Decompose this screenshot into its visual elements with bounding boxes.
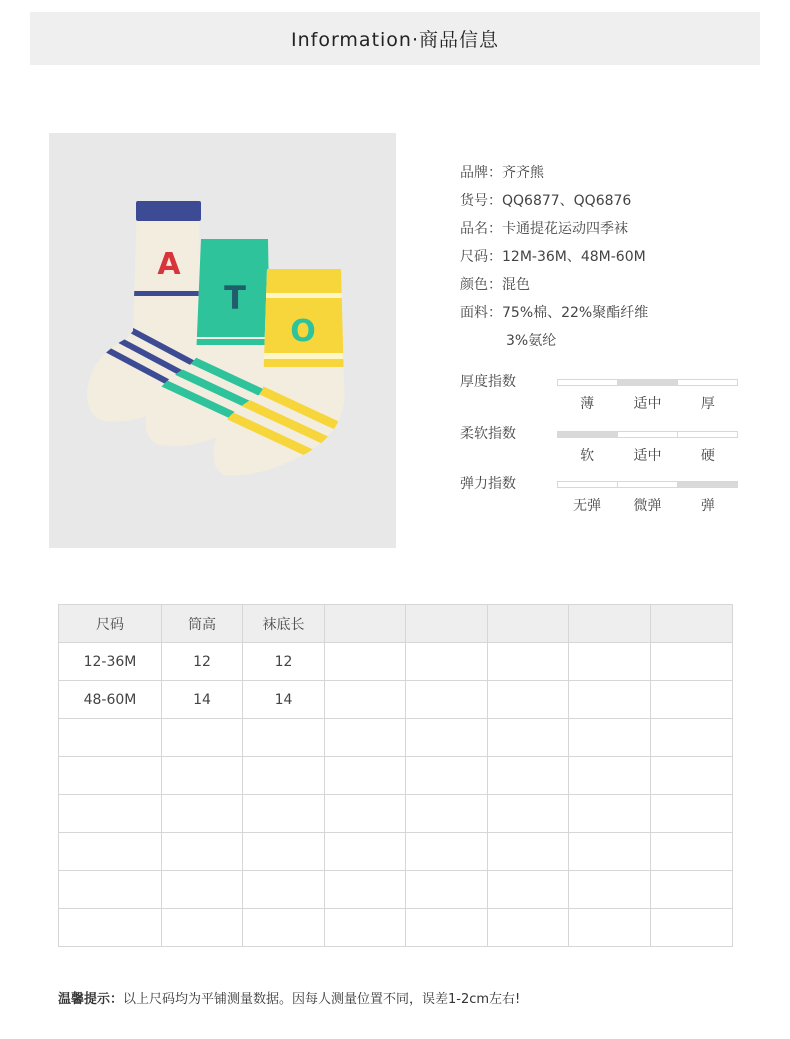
table-row xyxy=(59,719,733,757)
table-row xyxy=(59,795,733,833)
index-tick: 微弹 xyxy=(633,498,662,514)
table-cell xyxy=(488,795,569,833)
table-cell xyxy=(325,757,406,795)
table-cell xyxy=(488,757,569,795)
table-cell: 14 xyxy=(243,681,325,719)
table-cell xyxy=(162,833,243,871)
thickness-index xyxy=(460,371,760,411)
table-cell xyxy=(162,871,243,909)
table-cell xyxy=(651,795,733,833)
table-row xyxy=(59,909,733,947)
table-row xyxy=(59,643,733,681)
size-table xyxy=(58,604,733,947)
tip-text: 以上尺码均为平铺测量数据。因每人测量位置不同，误差1-2cm左右! xyxy=(123,992,521,1007)
table-cell xyxy=(569,795,651,833)
table-cell xyxy=(162,757,243,795)
table-cell xyxy=(243,719,325,757)
table-cell xyxy=(569,909,651,947)
table-cell xyxy=(325,681,406,719)
table-cell xyxy=(325,871,406,909)
table-cell xyxy=(569,681,651,719)
size-tip xyxy=(58,988,520,1007)
table-cell xyxy=(488,871,569,909)
table-cell xyxy=(651,757,733,795)
table-cell xyxy=(59,833,162,871)
table-cell xyxy=(162,795,243,833)
info-row-size: 尺码：12M-36M、48M-60M xyxy=(460,249,646,265)
index-track xyxy=(557,431,738,438)
header-bar xyxy=(30,12,760,65)
table-cell xyxy=(569,605,651,643)
table-cell xyxy=(406,719,488,757)
table-cell xyxy=(569,719,651,757)
table-cell xyxy=(243,909,325,947)
table-cell xyxy=(406,757,488,795)
info-row-fabric: 面料：75%棉、22%聚酯纤维 xyxy=(460,305,649,321)
table-cell xyxy=(59,871,162,909)
table-cell xyxy=(569,871,651,909)
table-header-row xyxy=(59,605,733,643)
index-label: 柔软指数 xyxy=(460,426,516,442)
table-cell: 尺码 xyxy=(59,605,162,643)
table-cell xyxy=(651,719,733,757)
table-cell xyxy=(488,719,569,757)
table-cell xyxy=(651,605,733,643)
table-cell xyxy=(406,909,488,947)
index-label: 厚度指数 xyxy=(460,374,516,390)
sock-letter-a: A xyxy=(157,247,181,282)
table-cell xyxy=(406,795,488,833)
table-cell xyxy=(488,681,569,719)
info-row-name: 品名：卡通提花运动四季袜 xyxy=(460,221,628,237)
info-row-brand: 品牌：齐齐熊 xyxy=(460,165,544,181)
table-cell: 12 xyxy=(162,643,243,681)
product-info-list xyxy=(460,162,760,358)
table-cell xyxy=(651,833,733,871)
elasticity-index xyxy=(460,473,760,513)
sock-letter-o: O xyxy=(290,314,316,349)
table-cell xyxy=(59,909,162,947)
index-tick: 硬 xyxy=(700,448,715,464)
table-row xyxy=(59,833,733,871)
index-track xyxy=(557,379,738,386)
table-cell xyxy=(406,643,488,681)
index-label: 弹力指数 xyxy=(460,476,516,492)
table-cell xyxy=(243,833,325,871)
index-tick: 软 xyxy=(580,448,595,464)
index-tick: 厚 xyxy=(700,396,715,412)
table-cell xyxy=(59,757,162,795)
table-cell xyxy=(325,795,406,833)
index-tick: 弹 xyxy=(700,498,715,514)
table-cell: 筒高 xyxy=(162,605,243,643)
table-cell xyxy=(569,833,651,871)
table-cell xyxy=(59,719,162,757)
table-cell xyxy=(243,757,325,795)
table-cell xyxy=(162,719,243,757)
index-tick: 适中 xyxy=(633,448,662,464)
info-row-item-no: 货号：QQ6877、QQ6876 xyxy=(460,193,632,209)
table-row xyxy=(59,681,733,719)
sock-letter-t: T xyxy=(224,279,246,317)
table-row xyxy=(59,871,733,909)
table-cell xyxy=(243,871,325,909)
index-track xyxy=(557,481,738,488)
table-cell: 14 xyxy=(162,681,243,719)
table-cell xyxy=(651,909,733,947)
index-tick: 无弹 xyxy=(573,498,602,514)
table-cell: 袜底长 xyxy=(243,605,325,643)
table-cell xyxy=(488,833,569,871)
table-cell xyxy=(651,643,733,681)
table-cell xyxy=(162,909,243,947)
table-cell xyxy=(406,871,488,909)
index-tick: 薄 xyxy=(580,396,595,412)
table-cell xyxy=(59,795,162,833)
table-cell xyxy=(488,909,569,947)
tip-label: 温馨提示： xyxy=(58,992,124,1007)
table-cell xyxy=(569,757,651,795)
table-cell xyxy=(325,909,406,947)
socks-illustration xyxy=(49,133,396,548)
info-row-color: 颜色：混色 xyxy=(460,277,530,293)
table-cell xyxy=(569,643,651,681)
table-cell xyxy=(488,605,569,643)
table-cell xyxy=(651,871,733,909)
table-cell xyxy=(488,643,569,681)
table-cell: 48-60M xyxy=(59,681,162,719)
softness-index xyxy=(460,423,760,463)
table-cell: 12-36M xyxy=(59,643,162,681)
index-tick: 适中 xyxy=(633,396,662,412)
info-row-fabric-cont: 3%氨纶 xyxy=(506,333,557,349)
table-cell xyxy=(406,681,488,719)
table-cell: 12 xyxy=(243,643,325,681)
table-cell xyxy=(243,795,325,833)
table-cell xyxy=(651,681,733,719)
table-cell xyxy=(325,605,406,643)
product-photo xyxy=(49,133,396,548)
table-cell xyxy=(406,833,488,871)
table-cell xyxy=(325,719,406,757)
table-cell xyxy=(325,833,406,871)
table-cell xyxy=(406,605,488,643)
table-cell xyxy=(325,643,406,681)
table-row xyxy=(59,757,733,795)
page-title: Information·商品信息 xyxy=(290,29,500,51)
